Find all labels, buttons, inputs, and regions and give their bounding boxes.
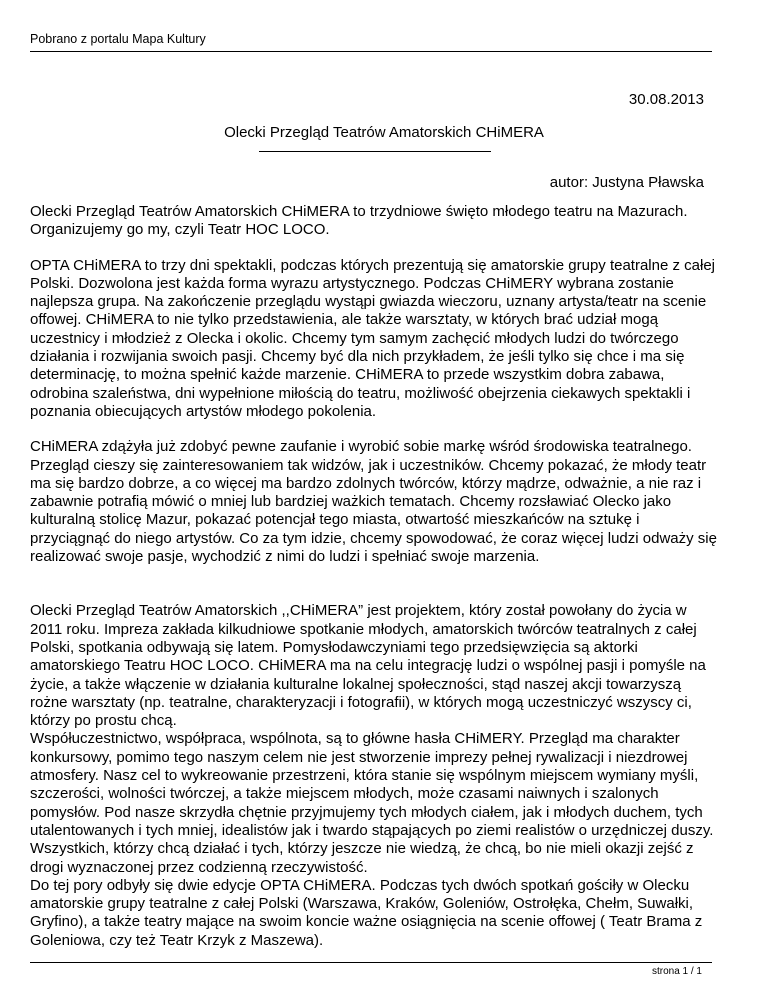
article-title: Olecki Przegląd Teatrów Amatorskich CHiMERA <box>224 124 544 141</box>
title-underline <box>259 151 491 152</box>
paragraph-about: OPTA CHiMERA to trzy dni spektakli, podczas których prezentują się amatorskie grupy teatralne z całej Polski. Dozwolona jest każda forma wyrazu artystycznego. Podczas CHiMERY wybrana zostanie najlepsza grupa. Na zakończenie przeglądu wystąpi gwiazda wieczoru, uznany artysta/teatr na scenie offowej. CHiMERA to nie tylko przedstawienia, ale także warsztaty, w których brać udział mogą uczestnicy i młodzież z Olecka i okolic. Chcemy tym samym zachęcić młodych ludzi do twórczego działania i rozwijania swoich pasji. Chcemy być dla nich przykładem, że jeśli tylko się chce i ma się determinację, to można spełnić każde marzenie. CHiMERA to przede wszystkim dobra zabawa, odrobina szaleństwa, dni wypełnione miłością do teatru, możliwość obejrzenia ciekawych spektakli i poznania obiecujących artystów młodego pokolenia. <box>30 256 716 420</box>
article-date: 30.08.2013 <box>628 91 704 108</box>
article-author: autor: Justyna Pławska <box>549 174 704 191</box>
paragraph-history: Olecki Przegląd Teatrów Amatorskich ,,CHiMERA” jest projektem, który został powołany do życia w 2011 roku. Impreza zakłada kilkudniowe spotkanie młodych, amatorskich twórców teatralnych z całej Polski, spotkania odbywają się latem. Pomysłodawczyniami tego przedsięwzięcia są aktorki amatorskiego Teatru HOC LOCO. CHiMERA ma na celu integrację ludzi o wspólnej pasji i pomyśle na życie, a także włączenie w działania kulturalne lokalnej społeczności, stąd naszej akcji towarzyszą rożne warsztaty (np. teatralne, charakteryzacji i fotografii), w których mogą uczestniczyć wszyscy ci, którzy po prostu chcą. <box>30 602 706 730</box>
paragraph-intro: Olecki Przegląd Teatrów Amatorskich CHiMERA to trzydniowe święto młodego teatru na Mazurach. Organizujemy go my, czyli Teatr HOC LOCO. <box>30 203 688 239</box>
footer-divider <box>30 962 712 963</box>
paragraph-values: Współuczestnictwo, współpraca, wspólnota, są to główne hasła CHiMERY. Przegląd ma charakter konkursowy, pomimo tego naszym celem nie jest stworzenie imprezy pełnej rywalizacji i niezdrowej atmosfery. Nasz cel to wykreowanie przestrzeni, która stanie się wspólnym miejscem wymiany myśli, szczerości, wolności twórczej, a także miejscem młodych, może czasami naiwnych i szalonych pomysłów. Pod nasze skrzydła chętnie przyjmujemy tych młodych ciałem, jak i młodych duchem, tych utalentowanych i tych mniej, idealistów jak i twardo stąpających po ziemi realistów o urzędniczej duszy. Wszystkich, którzy chcą działać i tych, którzy jeszcze nie wiedzą, że chcą, bo nie mieli okazji zejść z drogi wyznaczonej przez codzienną rzeczywistość. <box>30 730 714 876</box>
header-divider <box>30 51 712 52</box>
paragraph-reputation: CHiMERA zdążyła już zdobyć pewne zaufanie i wyrobić sobie markę wśród środowiska teatralnego. Przegląd cieszy się zainteresowaniem tak widzów, jak i uczestników. Chcemy pokazać, że młody teatr ma się bardzo dobrze, a co więcej ma bardzo zdolnych twórców, którzy mądrze, odważnie, a nie raz i zabawnie potrafią mówić o mniej lub bardziej ważkich tematach. Chcemy rozsławiać Olecko jako kulturalną stolicę Mazur, pokazać potencjał tego miasta, otwartość mieszkańców na sztukę i przyciągnąć do niego artystów. Co za tym idzie, chcemy spowodować, że coraz więcej ludzi odważy się realizować swoje pasje, wychodzić z nimi do ludzi i spełniać swoje marzenia. <box>30 438 717 566</box>
article-body <box>30 203 722 950</box>
portal-source-header: Pobrano z portalu Mapa Kultury <box>30 32 206 46</box>
paragraph-editions: Do tej pory odbyły się dwie edycje OPTA CHiMERA. Podczas tych dwóch spotkań gościły w Olecku amatorskie grupy teatralne z całej Polski (Warszawa, Kraków, Goleniów, Ostrołęka, Chełm, Suwałki, Gryfino), a także teatry mające na swoim koncie ważne osiągnięcia na scenie offowej ( Teatr Brama z Goleniowa, czy też Teatr Krzyk z Maszewa). <box>30 876 703 949</box>
page-number: strona 1 / 1 <box>651 966 702 977</box>
